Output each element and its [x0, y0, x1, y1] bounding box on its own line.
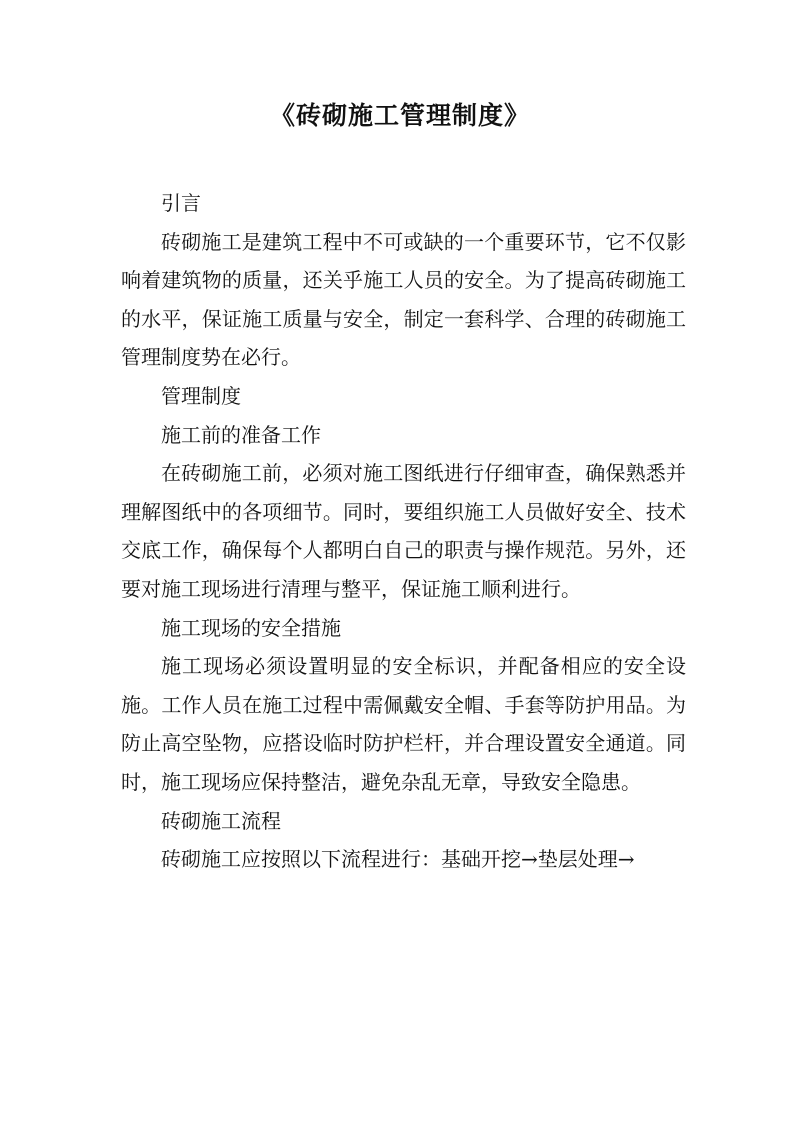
intro-heading: 引言: [161, 191, 201, 215]
document-title: 《砖砌施工管理制度》: [269, 101, 530, 130]
sub3-heading: 砖砌施工流程: [161, 808, 281, 833]
sub1-paragraph: 在砖砌施工前，必须对施工图纸进行仔细审查，确保熟悉并理解图纸中的各项细节。同时，要组织施工人员做好安全、技术交底工作，确保每个人都明白自己的职责与操作规范。另外，还要对施工现场进行清理与整平，保证施工顺利进行。: [121, 461, 686, 601]
intro-paragraph: 砖砌施工是建筑工程中不可或缺的一个重要环节，它不仅影响着建筑物的质量，还关乎施工人员的安全。为了提高砖砌施工的水平，保证施工质量与安全，制定一套科学、合理的砖砌施工管理制度势在必行。: [121, 229, 686, 370]
sub2-paragraph: 施工现场必须设置明显的安全标识，并配备相应的安全设施。工作人员在施工过程中需佩戴安全帽、手套等防护用品。为防止高空坠物，应搭设临时防护栏杆，并合理设置安全通道。同时，施工现场应保持整洁，避免杂乱无章，导致安全隐患。: [121, 654, 686, 794]
document-body: [121, 184, 686, 879]
sub2-heading: 施工现场的安全措施: [161, 615, 341, 640]
section-heading: 管理制度: [161, 383, 241, 408]
sub1-heading: 施工前的准备工作: [161, 422, 321, 447]
sub3-paragraph: 砖砌施工应按照以下流程进行：基础开挖→垫层处理→: [161, 847, 635, 872]
